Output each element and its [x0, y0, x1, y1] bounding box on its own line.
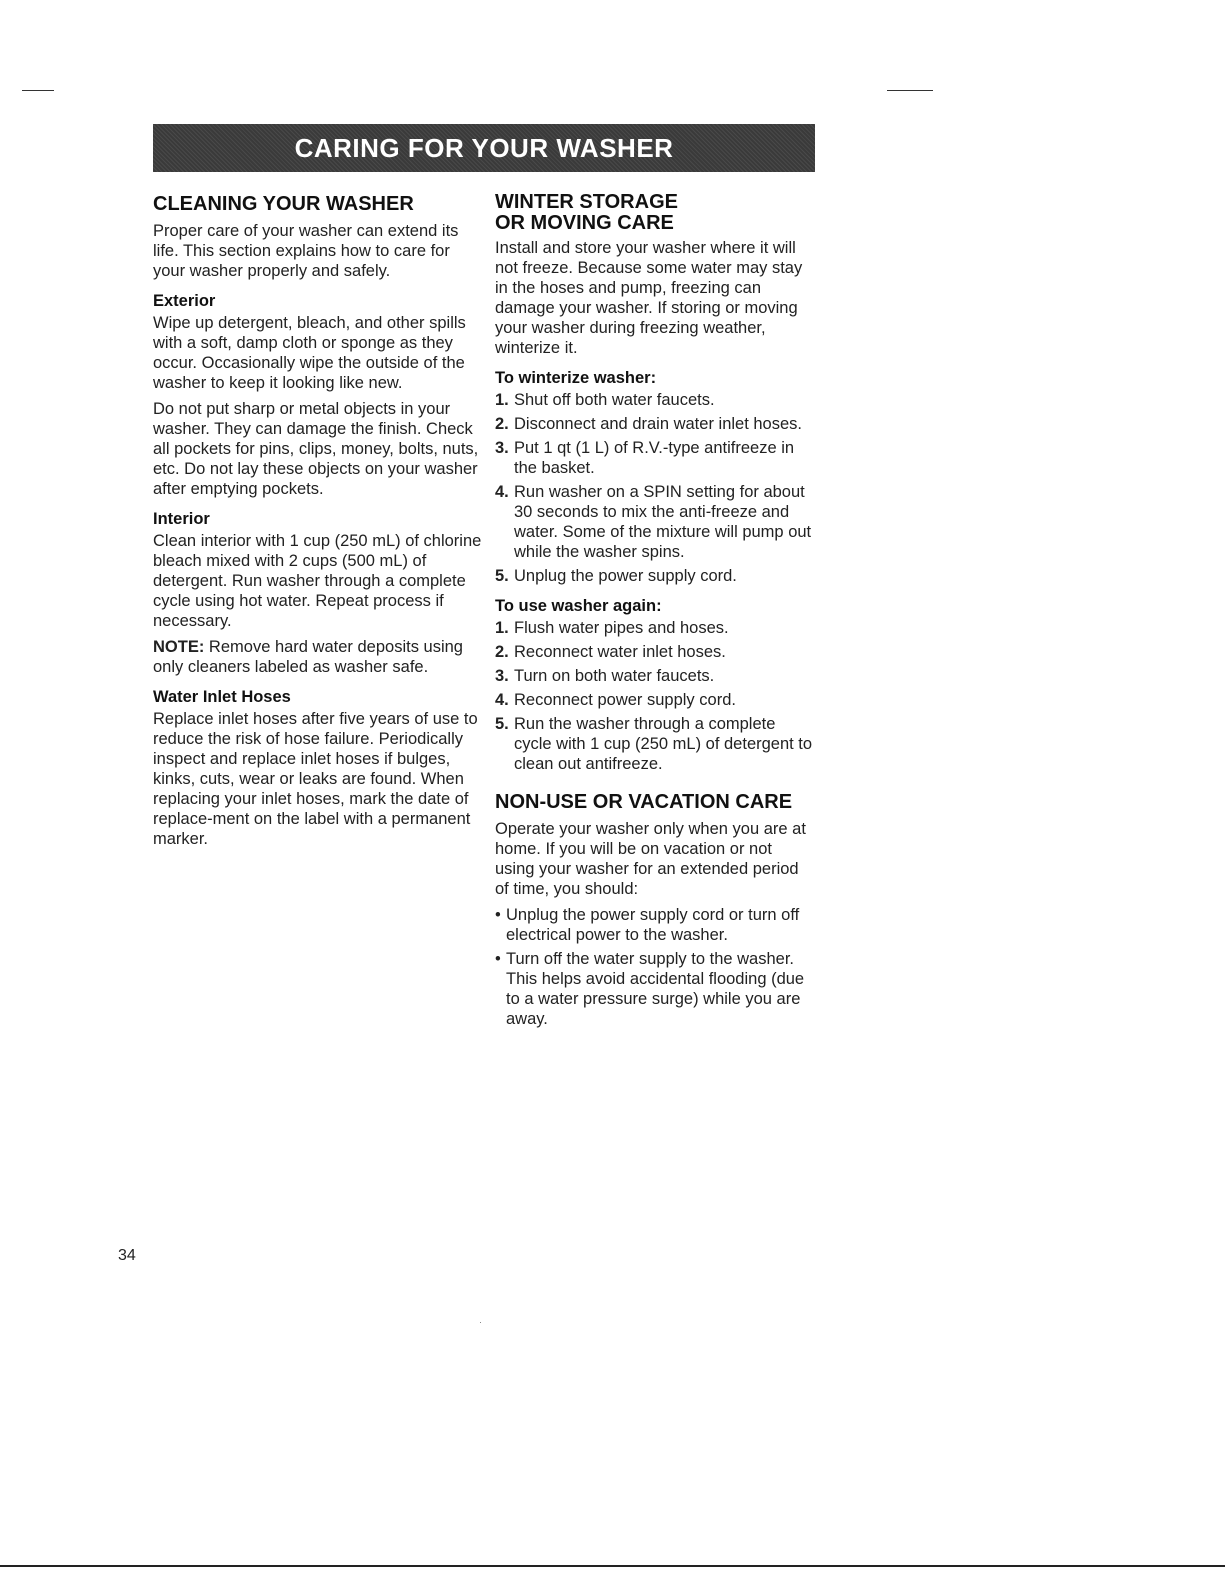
hoses-paragraph: Replace inlet hoses after five years of use to reduce the risk of hose failure. Periodically inspect and replace inlet hoses if bulges, kinks, cuts, wear or leaks are found. When replacing your inlet hoses, mark the date of replace-ment on the label with a permanent marker.	[153, 710, 478, 848]
interior-heading: Interior	[153, 510, 210, 528]
list-item: 2. Disconnect and drain water inlet hoses.	[495, 415, 802, 433]
exterior-heading: Exterior	[153, 292, 216, 310]
interior-paragraph: Clean interior with 1 cup (250 mL) of chlorine bleach mixed with 2 cups (500 mL) of detergent. Run washer through a complete cycle using hot water. Repeat process if necessary.	[153, 532, 482, 630]
vacation-heading: NON-USE OR VACATION CARE	[495, 791, 793, 813]
winterize-heading: To winterize washer:	[495, 369, 657, 387]
winterize-steps	[495, 390, 815, 586]
banner-title: CARING FOR YOUR WASHER	[294, 132, 674, 163]
vacation-bullets	[495, 905, 815, 1029]
list-item: 4. Run washer on a SPIN setting for about 30 seconds to mix the anti-freeze and water. Some of the mixture will pump out while the washer spins.	[495, 483, 812, 561]
left-column	[153, 192, 483, 855]
crop-mark-left	[22, 90, 54, 91]
list-item: 3. Put 1 qt (1 L) of R.V.-type antifreeze in the basket.	[495, 439, 795, 477]
note-text: Remove hard water deposits using only cleaners labeled as washer safe.	[153, 638, 463, 676]
winter-heading-line-2: OR MOVING CARE	[495, 212, 674, 234]
winter-heading-line-1: WINTER STORAGE	[495, 191, 678, 213]
list-item: 3. Turn on both water faucets.	[495, 667, 715, 685]
list-item: 5. Run the washer through a complete cycle with 1 cup (250 mL) of detergent to clean out antifreeze.	[495, 715, 813, 773]
winter-heading	[495, 192, 815, 234]
section-banner	[153, 124, 815, 172]
right-column	[495, 192, 815, 1033]
hoses-heading: Water Inlet Hoses	[153, 688, 291, 706]
note-label: NOTE:	[153, 638, 205, 656]
reuse-heading: To use washer again:	[495, 597, 662, 615]
cleaning-intro: Proper care of your washer can extend its life. This section explains how to care for your washer properly and safely.	[153, 222, 459, 280]
winter-intro: Install and store your washer where it will not freeze. Because some water may stay in the hoses and pump, freezing can damage your washer. If storing or moving your washer during freezing weather, winterize it.	[495, 239, 803, 357]
exterior-paragraph-2: Do not put sharp or metal objects in your washer. They can damage the finish. Check all pockets for pins, clips, money, bolts, nuts, etc. Do not lay these objects on your washer after emptying pockets.	[153, 400, 479, 498]
vacation-intro: Operate your washer only when you are at home. If you will be on vacation or not using your washer for an extended period of time, you should:	[495, 820, 806, 898]
list-item: 2. Reconnect water inlet hoses.	[495, 643, 726, 661]
bottom-rule	[0, 1565, 1225, 1567]
list-item: 1. Flush water pipes and hoses.	[495, 619, 729, 637]
crop-mark-right	[887, 90, 933, 91]
cleaning-heading: CLEANING YOUR WASHER	[153, 193, 414, 215]
exterior-paragraph-1: Wipe up detergent, bleach, and other spills with a soft, damp cloth or sponge as they occur. Occasionally wipe the outside of the washer to keep it looking like new.	[153, 314, 466, 392]
reuse-steps	[495, 618, 815, 774]
list-item: • Unplug the power supply cord or turn off electrical power to the washer.	[495, 906, 800, 944]
interior-note	[153, 637, 483, 677]
scan-speck	[480, 1322, 481, 1323]
list-item: 4. Reconnect power supply cord.	[495, 691, 736, 709]
list-item: • Turn off the water supply to the washer. This helps avoid accidental flooding (due to a water pressure surge) while you are away.	[495, 950, 805, 1028]
list-item: 1. Shut off both water faucets.	[495, 391, 715, 409]
page-number: 34	[118, 1247, 136, 1264]
list-item: 5. Unplug the power supply cord.	[495, 567, 737, 585]
